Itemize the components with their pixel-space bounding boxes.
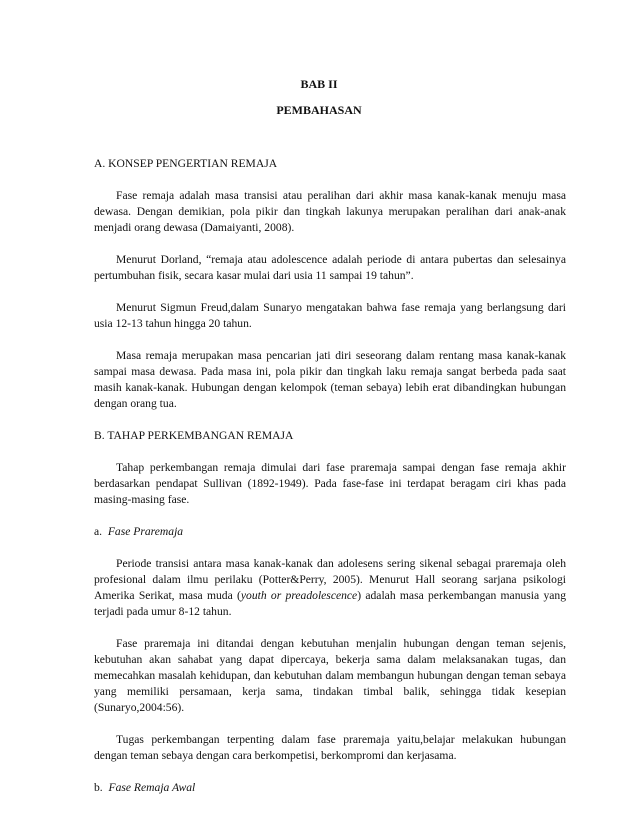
section-a-paragraph-1: Fase remaja adalah masa transisi atau peralihan dari akhir masa kanak-kanak menuju masa dewasa. Dengan demikian, pola pikir dan tingkah lakunya merupakan peralihan dari anak-anak menjadi orang dewasa (Damaiyanti, 2008). [94, 189, 566, 234]
subsection-a-marker: a. [94, 525, 103, 538]
subsection-a-p1-text-start: Periode transisi antara masa kanak-kanak dan adolesens sering sikenal sebagai praremaja oleh profesional dalam ilmu perilaku (Potter&Perry, 2005). Menurut Hall seorang sarjana psikologi Amerika Serikat, masa muda ( [94, 557, 566, 602]
section-a-heading: A. KONSEP PENGERTIAN REMAJA [94, 157, 278, 170]
subsection-a-paragraph-2: Fase praremaja ini ditandai dengan kebutuhan menjalin hubungan dengan teman sejenis, kebutuhan akan sahabat yang dapat dipercaya, bekerja sama dalam melaksanakan tugas, dan memecahkan masalah kehidupan, dan kebutuhan dalam membangun hubungan dengan teman sebaya yang memiliki persamaan, kerja sama, tindakan timbal balik, sehingga tidak kesepian (Sunaryo,2004:56). [94, 637, 566, 714]
subsection-a-heading [94, 524, 566, 540]
section-b-heading: B. TAHAP PERKEMBANGAN REMAJA [94, 429, 294, 442]
subsection-a-paragraph-1 [94, 556, 566, 620]
document-body [94, 156, 566, 812]
subsection-a-title: Fase Praremaja [107, 525, 184, 538]
subsection-b-heading [94, 780, 566, 796]
chapter-number: BAB II [300, 77, 338, 91]
subsection-b-title: Fase Remaja Awal [108, 781, 196, 794]
chapter-title: PEMBAHASAN [276, 103, 362, 117]
section-b-intro: Tahap perkembangan remaja dimulai dari fase praremaja sampai dengan fase remaja akhir berdasarkan pendapat Sullivan (1892-1949). Pada fase-fase ini terdapat beragam ciri khas pada masing-masing fase. [94, 461, 566, 506]
subsection-a-p1-italic: youth or preadolescence [240, 589, 358, 602]
subsection-b-marker: b. [94, 781, 103, 794]
subsection-a-p1-text-end: ) adalah masa perkembangan manusia yang terjadi pada umur 8-12 tahun. [94, 589, 567, 618]
subsection-a-paragraph-3: Tugas perkembangan terpenting dalam fase praremaja yaitu,belajar melakukan hubungan dengan teman sebaya dengan cara berkompetisi, berkompromi dan kerjasama. [94, 733, 566, 762]
section-a-paragraph-2: Menurut Dorland, “remaja atau adolescence adalah periode di antara pubertas dan selesainya pertumbuhan fisik, secara kasar mulai dari usia 11 sampai 19 tahun”. [94, 253, 566, 282]
section-a-paragraph-4: Masa remaja merupakan masa pencarian jati diri seseorang dalam rentang masa kanak-kanak sampai masa dewasa. Pada masa ini, pola pikir dan tingkah laku remaja sangat berbeda pada saat masih kanak-kanak. Hubungan dengan kelompok (teman sebaya) lebih erat dibandingkan hubungan dengan orang tua. [94, 349, 566, 410]
section-a-paragraph-3: Menurut Sigmun Freud,dalam Sunaryo mengatakan bahwa fase remaja yang berlangsung dari usia 12-13 tahun hingga 20 tahun. [94, 301, 566, 330]
